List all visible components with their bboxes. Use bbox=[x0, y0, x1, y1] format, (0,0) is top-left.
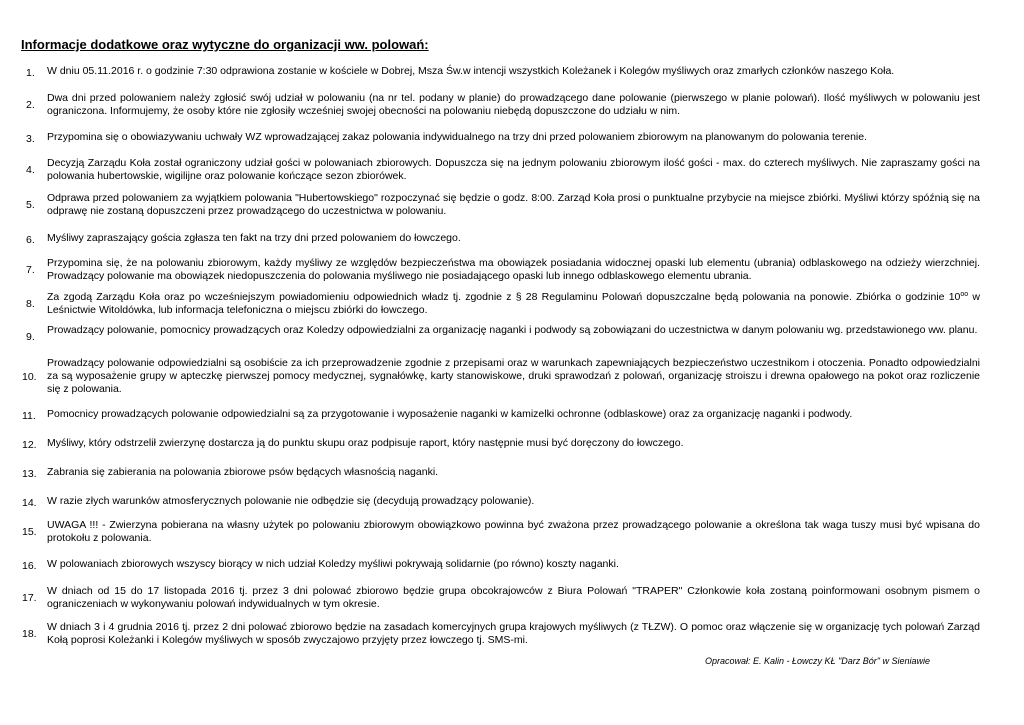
item-text: Zabrania się zabierania na polowania zbiorowe psów będących własnością naganki. bbox=[47, 466, 439, 478]
item-number: 14. bbox=[22, 497, 37, 509]
item-number: 2. bbox=[26, 99, 35, 111]
item-number: 17. bbox=[22, 592, 37, 604]
item-text: Pomocnicy prowadzących polowanie odpowiedzialni są za przygotowanie i wyposażenie naganki w kamizelki ochronne (odblaskowe) oraz za organizację naganki i podwody. bbox=[47, 408, 853, 420]
item-number: 15. bbox=[22, 526, 37, 538]
item-number: 11. bbox=[22, 410, 36, 422]
item-text: W polowaniach zbiorowych wszyscy biorący w nich udział Koledzy myśliwi pokrywają solidarnie (po równo) koszty naganki. bbox=[47, 558, 619, 570]
item-number: 5. bbox=[26, 199, 35, 211]
author-footer: Opracował: E. Kalin - Łowczy KŁ "Darz Bór" w Sieniawie bbox=[705, 656, 930, 666]
item-number: 12. bbox=[22, 439, 37, 451]
item-text: UWAGA !!! - Zwierzyna pobierana na własny użytek po polowaniu zbiorowym obowiązkowo powinna być zważona przez prowadzącego polowanie a określona tak waga tuszy musi być wpisana do protokołu z polowania. bbox=[47, 519, 980, 544]
item-text: Prowadzący polowanie odpowiedzialni są osobiście za ich przeprowadzenie zgodnie z przepisami oraz w warunkach zapewniających bezpieczeństwo uczestnikom i otoczenia. Ponadto odpowiedzialni za są wyposażenie grupy w apteczkę pierwszej pomocy medycznej, sygnałówkę, karty stanowiskowe, druki sprawodzań z polowań, organizację stroiszu i drewna opałowego na pokot oraz rozliczenie się z polowania. bbox=[47, 357, 980, 395]
item-number: 13. bbox=[22, 468, 37, 480]
item-text: Przypomina się o obowiazywaniu uchwały WZ wprowadzającej zakaz polowania indywidualnego na trzy dni przed polowaniem zbiorowym na planowanym do polowania terenie. bbox=[47, 131, 868, 143]
item-text: W dniach od 15 do 17 listopada 2016 tj. przez 3 dni polować zbiorowo będzie grupa obcokrajowców z Biura Polowań "TRAPER" Członkowie koła zostaną poinformowani osobnym pismem o ograniczeniach w wykonywaniu polowań indywidualnych w tym okresie. bbox=[47, 585, 980, 610]
item-text: W dniach 3 i 4 grudnia 2016 tj. przez 2 dni polować zbiorowo będzie na zasadach komercyjnych grupa krajowych myśliwych (z TŁZW). O pomoc oraz włączenie się w organizację tych polowań Zarząd Kołą poprosi Koleżanki i Kolegów myśliwych w sposób zwyczajowo przyjęty przez łowczego tj. SMS-mi. bbox=[47, 621, 980, 646]
item-number: 4. bbox=[26, 164, 35, 176]
item-number: 7. bbox=[26, 264, 35, 276]
item-text: Przypomina się, że na polowaniu zbiorowym, każdy myśliwy ze względów bezpieczeństwa ma obowiązek posiadania widocznej opaski lub elementu (ubrania) odblaskowego na odzieży wierzchniej. Prowadzący polowanie ma obowiązek niedopuszczenia do polowania myśliwego nie posiadającego opaski lub innego odblaskowego elementu ubrania. bbox=[47, 257, 980, 282]
item-text: Myśliwy zapraszający gościa zgłasza ten fakt na trzy dni przed polowaniem do łowczego. bbox=[47, 232, 461, 244]
item-number: 1. bbox=[26, 67, 35, 79]
item-text: Myśliwy, który odstrzelił zwierzynę dostarcza ją do punktu skupu oraz podpisuje raport, który następnie musi być doręczony do łowczego. bbox=[47, 437, 684, 449]
item-text: W razie złych warunków atmosferycznych polowanie nie odbędzie się (decydują prowadzący polowanie). bbox=[47, 495, 535, 507]
time-superscript: oo bbox=[960, 291, 969, 298]
item-number: 16. bbox=[22, 560, 37, 572]
item-text-part: w Leśnictwie Witoldówka, lub informacja telefoniczna o miejscu zbiórki do łowczego. bbox=[47, 291, 980, 316]
item-number: 8. bbox=[26, 298, 35, 310]
item-text: W dniu 05.11.2016 r. o godzinie 7:30 odprawiona zostanie w kościele w Dobrej, Msza Św.w intencji wszystkich Koleżanek i Kolegów myśliwych oraz zmarłych członków naszego Koła. bbox=[47, 65, 895, 77]
item-text-part: Za zgodą Zarządu Koła oraz po wcześniejszym powiadomieniu odpowiednich władz tj. zgodnie z § 28 Regulaminu Polowań dopuszczalne będą polowania na ponowie. Zbiórka o godzinie 10 bbox=[47, 291, 961, 303]
item-number: 6. bbox=[26, 234, 35, 246]
item-text: Dwa dni przed polowaniem należy zgłosić swój udział w polowaniu (na nr tel. podany w planie) do prowadzącego dane polowanie (pierwszego w planie polowań). Ilość myśliwych w polowaniu jest ograniczona. Informujemy, że osoby które nie zgłosiły wcześniej swojej obecności na polowaniu niebędą dopuszczone do udziału w nim. bbox=[47, 92, 980, 117]
item-number: 9. bbox=[26, 331, 35, 343]
item-text: Decyzją Zarządu Koła został ograniczony udział gości w polowaniach zbiorowych. Dopuszcza się na jednym polowaniu zbiorowym ilość gości - max. do czterech myśliwych. Nie zapraszamy gości na polowania hubertowskie, wigilijne oraz polowanie kończące sezon zbiorówek. bbox=[47, 157, 980, 182]
item-text bbox=[47, 291, 980, 317]
item-number: 18. bbox=[22, 628, 37, 640]
item-number: 10. bbox=[22, 371, 37, 383]
page-title: Informacje dodatkowe oraz wytyczne do organizacji ww. polowań: bbox=[21, 37, 429, 52]
item-number: 3. bbox=[26, 133, 35, 145]
item-text: Prowadzący polowanie, pomocnicy prowadzących oraz Koledzy odpowiedzialni za organizację naganki i podwody są zobowiązani do uczestnictwa w danym polowaniu wg. przedstawionego ww. planu. bbox=[47, 324, 978, 336]
item-text: Odprawa przed polowaniem za wyjątkiem polowania "Hubertowskiego" rozpoczynać się będzie o godz. 8:00. Zarząd Koła prosi o punktualne przybycie na miejsce zbiórki. Myśliwi którzy spóźnią się na odprawę nie zostaną dopuszczeni przez prowadzącego do uczestnictwa w polowaniu. bbox=[47, 192, 980, 217]
